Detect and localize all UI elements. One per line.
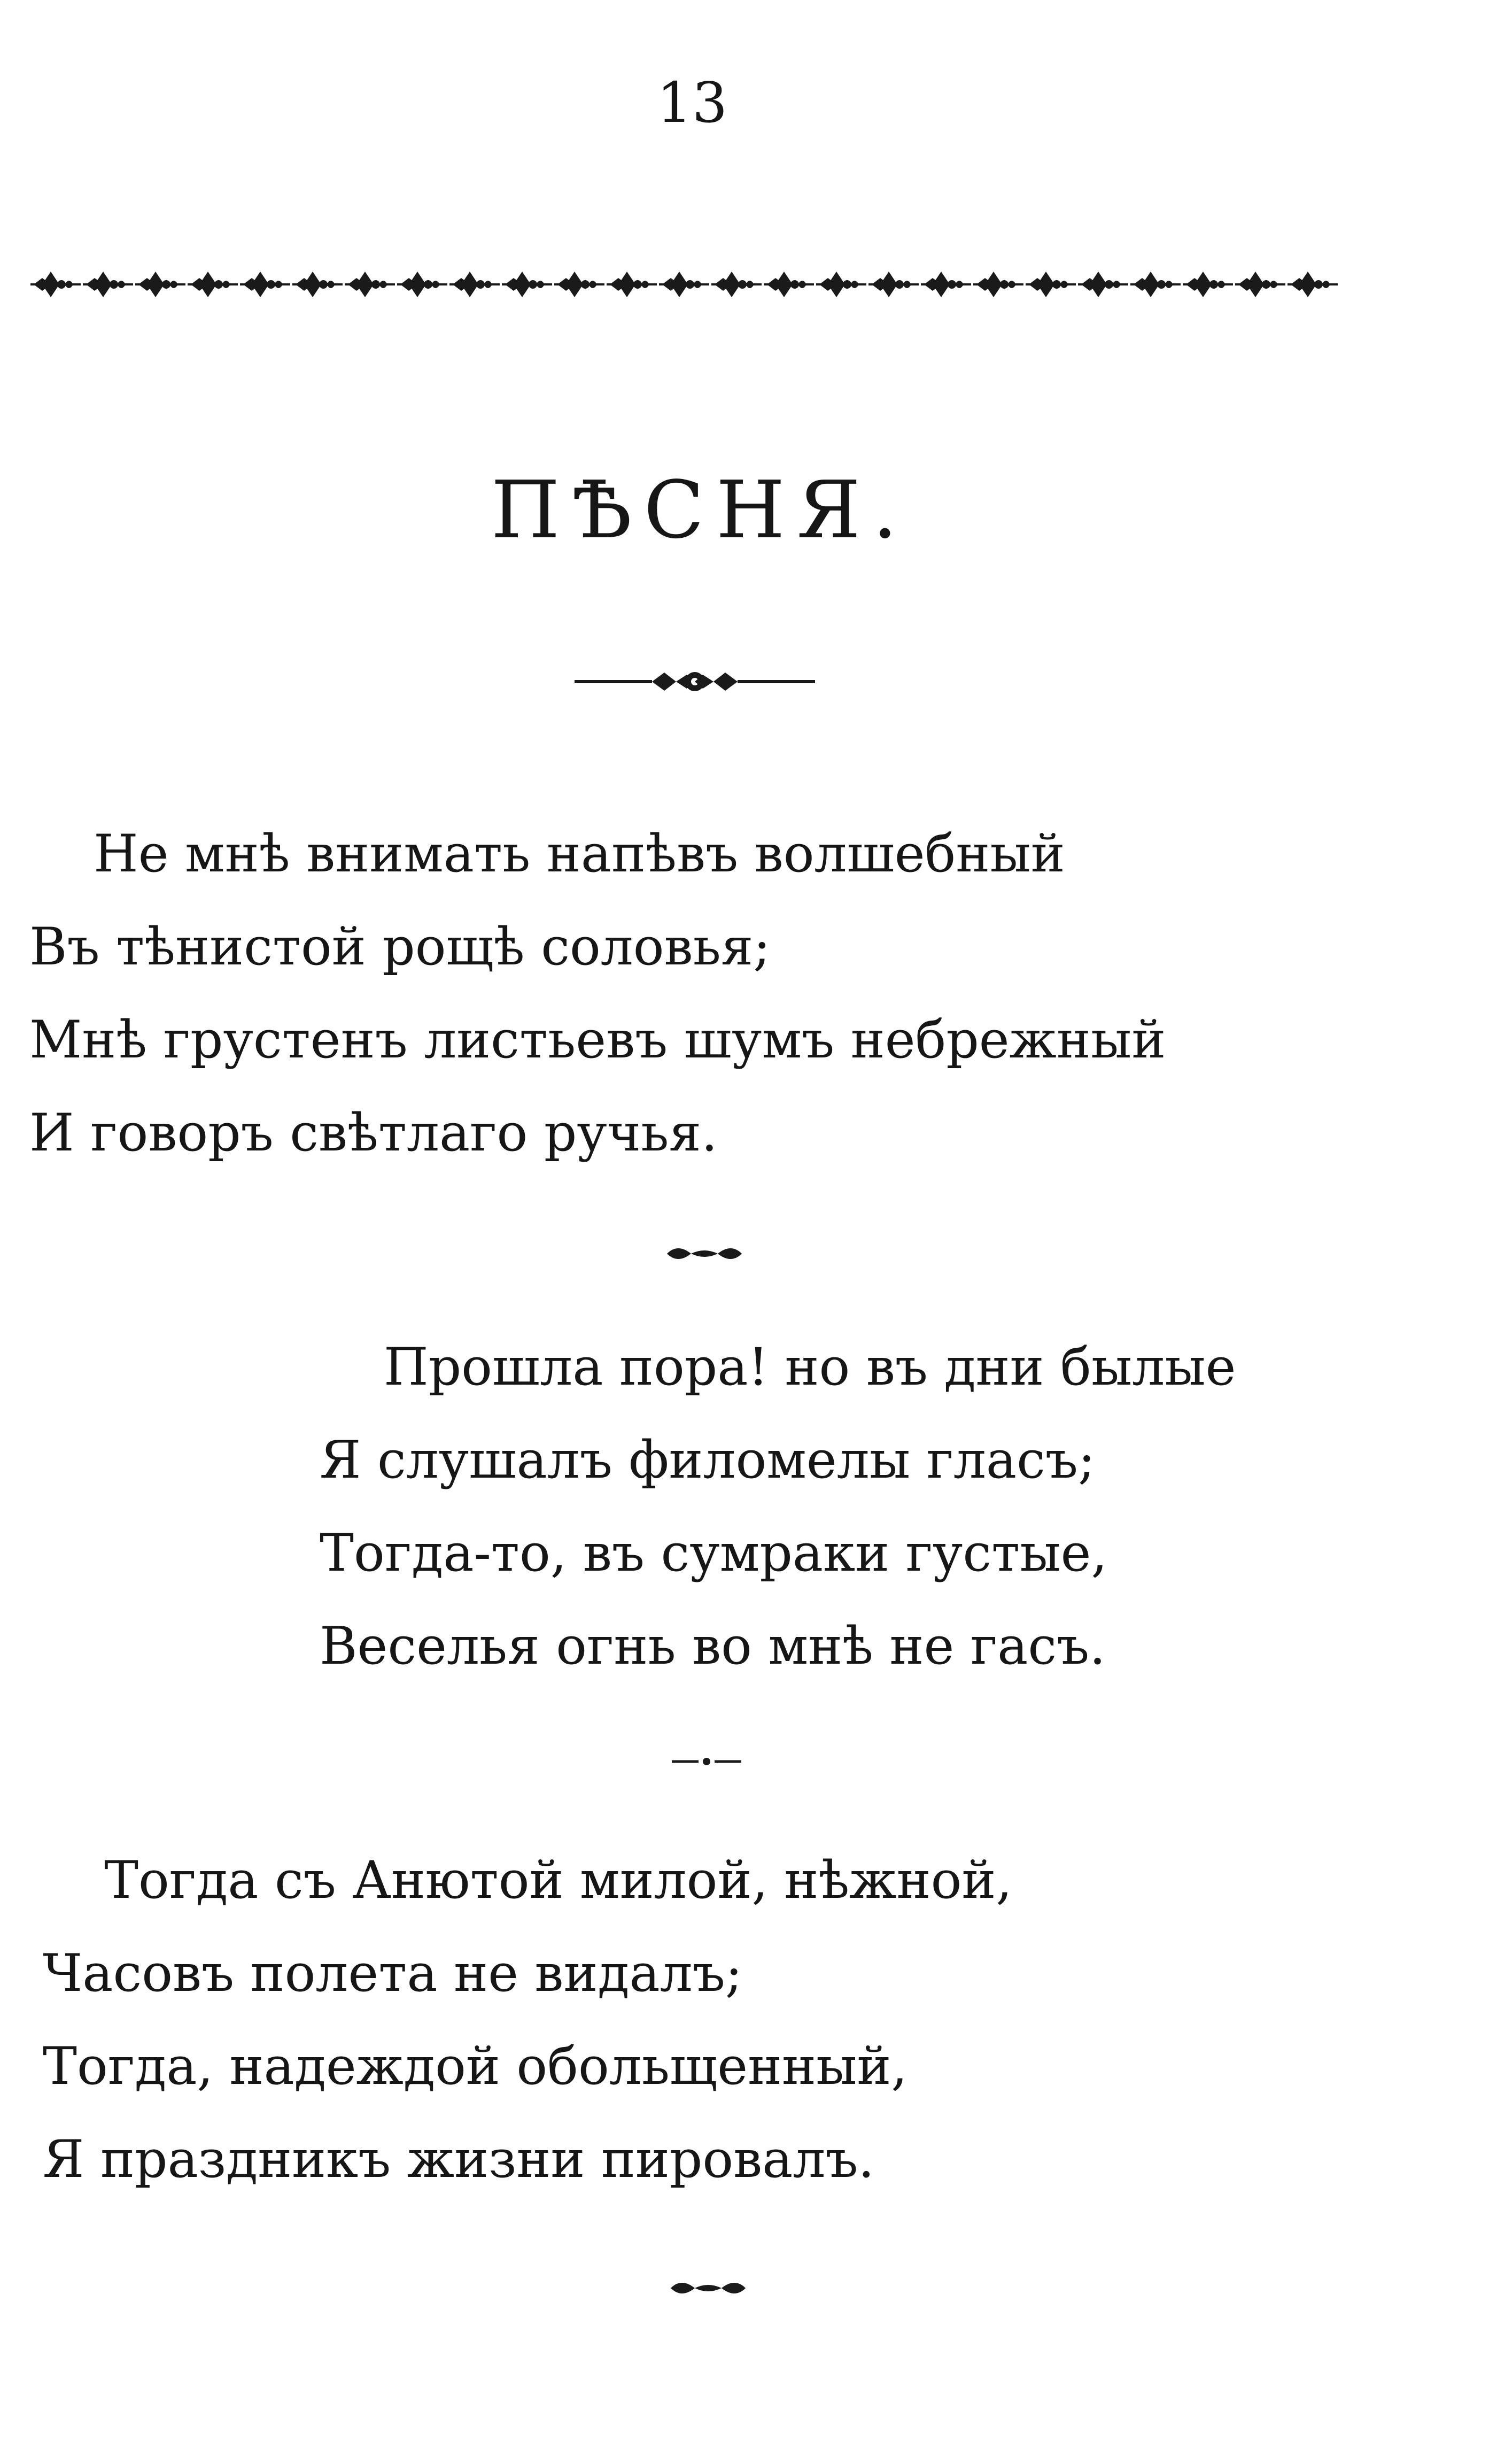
decorative-border (29, 262, 1352, 307)
poem-line: Мнѣ грустенъ листьевъ шумъ небрежный (29, 1010, 1166, 1070)
border-ornament-unit (188, 272, 238, 297)
poem-line: Тогда съ Анютой милой, нѣжной, (104, 1850, 1012, 1910)
border-ornament-unit (1287, 272, 1338, 297)
border-ornament-unit (816, 272, 866, 297)
border-ornament-unit (868, 272, 919, 297)
page-number: 13 (656, 70, 728, 135)
border-ornament-unit (921, 272, 971, 297)
border-ornament-unit (659, 272, 709, 297)
poem-title: ПѢСНЯ. (491, 464, 910, 556)
border-ornament-unit (83, 272, 133, 297)
border-ornament-unit (1130, 272, 1181, 297)
poem-line: И говоръ свѣтлаго ручья. (29, 1103, 718, 1163)
border-ornament-unit (1235, 272, 1285, 297)
stanza-3 (43, 1834, 1012, 2206)
stanza-1 (29, 807, 1166, 1179)
border-ornament-unit (135, 272, 185, 297)
border-ornament-unit (240, 272, 290, 297)
fleuron-rule (575, 663, 815, 700)
small-divider (669, 1751, 744, 1772)
poem-line: Тогда-то, въ сумраки густые, (320, 1523, 1107, 1583)
border-ornament-unit (30, 272, 81, 297)
poem-line: Въ тѣнистой рощѣ соловья; (29, 917, 771, 977)
border-ornament-unit (554, 272, 604, 297)
stanza-2 (320, 1320, 1236, 1693)
border-ornament-unit (711, 272, 762, 297)
border-ornament-unit (292, 272, 343, 297)
border-ornament-unit (973, 272, 1023, 297)
border-ornament-unit (345, 272, 395, 297)
poem-line: Прошла пора! но въ дни былые (384, 1337, 1236, 1397)
poem-line: Часовъ полета не видалъ; (43, 1943, 743, 2003)
border-ornament-unit (607, 272, 657, 297)
border-ornament-unit (1183, 272, 1233, 297)
border-ornament-unit (764, 272, 814, 297)
border-ornament-unit (397, 272, 447, 297)
fleuron-divider-2 (665, 2272, 751, 2304)
poem-line: Я слушалъ филомелы гласъ; (320, 1430, 1096, 1490)
poem-line: Не мнѣ внимать напѣвъ волшебный (94, 824, 1065, 884)
poem-line: Я праздникъ жизни пировалъ. (43, 2129, 874, 2189)
border-ornament-unit (502, 272, 552, 297)
border-ornament-unit (1026, 272, 1076, 297)
fleuron-divider-1 (662, 1238, 747, 1270)
poem-line: Веселья огнь во мнѣ не гасъ. (320, 1616, 1106, 1676)
poem-line: Тогда, надеждой обольщенный, (43, 2036, 907, 2096)
border-ornament-unit (1078, 272, 1128, 297)
border-ornament-unit (449, 272, 500, 297)
